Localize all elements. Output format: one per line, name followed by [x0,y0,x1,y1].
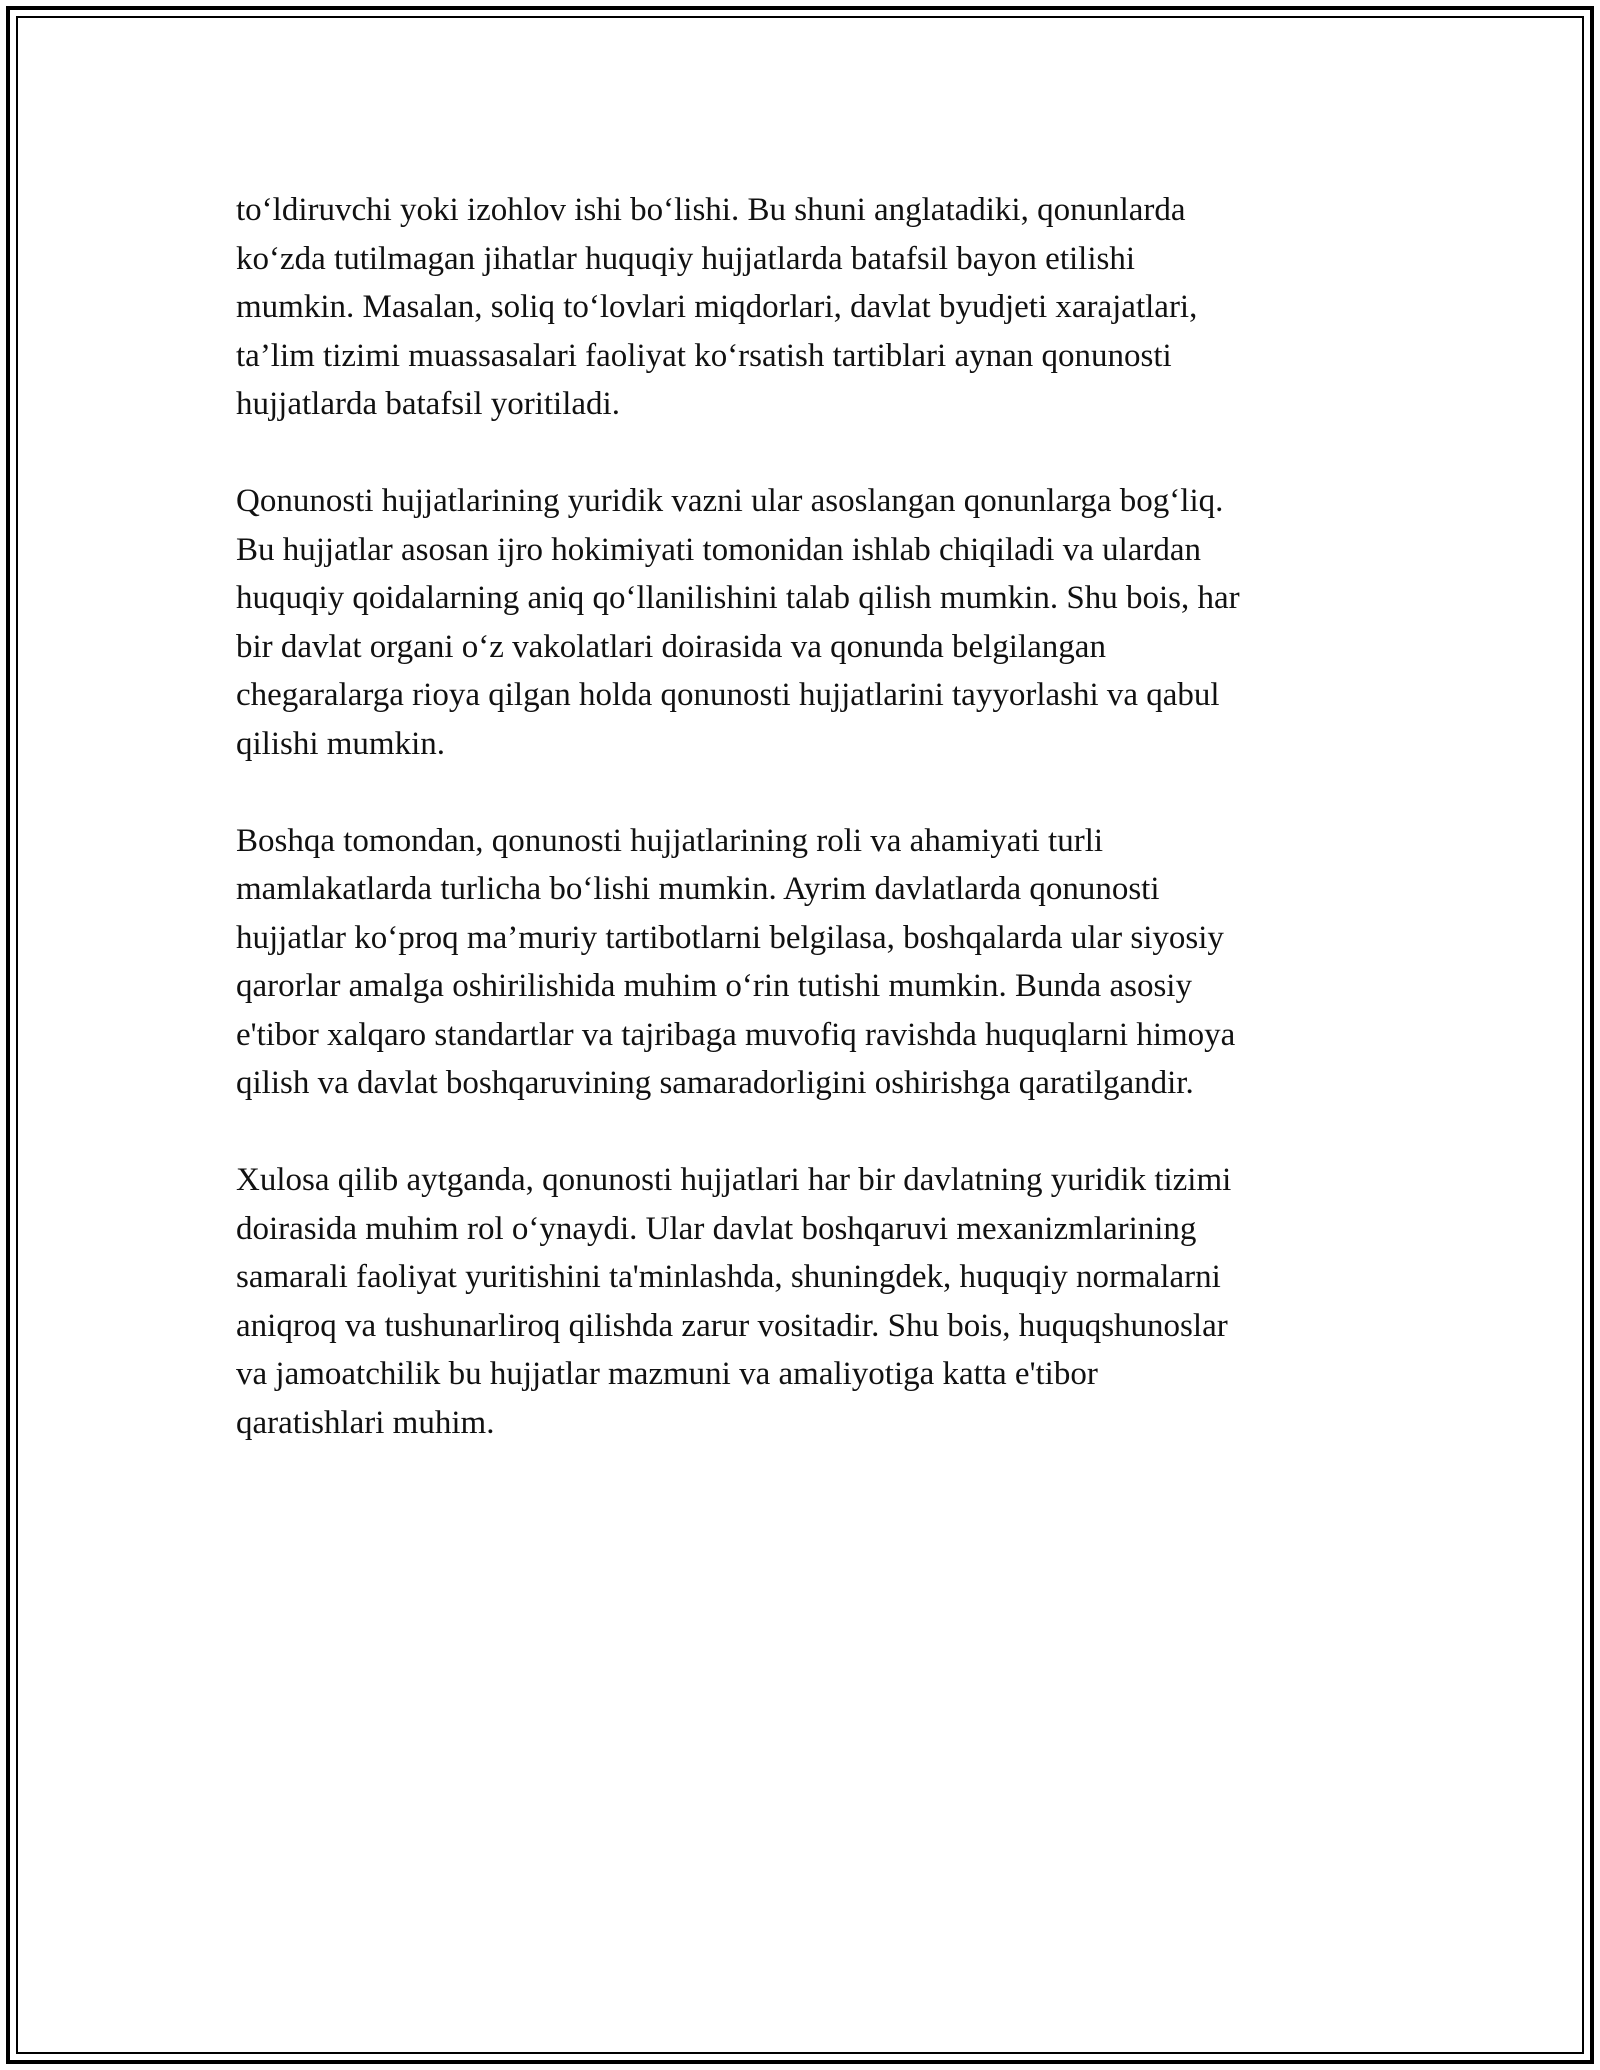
text-line: chegaralarga rioya qilgan holda qonunosti hujjatlarini tayyorlashi va qabul [236,677,1220,713]
text-line: Qonunosti hujjatlarining yuridik vazni ular asoslangan qonunlarga bog‘liq. [236,483,1224,519]
text-line: qilish va davlat boshqaruvining samaradorligini oshirishga qaratilgandir. [236,1065,1194,1101]
text-line: qaratishlari muhim. [236,1404,495,1441]
text-line: va jamoatchilik bu hujjatlar mazmuni va amaliyotiga katta e'tibor [236,1356,1098,1392]
paragraph-3 [236,817,1366,1108]
text-line: to‘ldiruvchi yoki izohlov ishi bo‘lishi. Bu shuni anglatadiki, qonunlarda [236,192,1186,228]
document-body [236,186,1366,1496]
text-line: qilishi mumkin. [236,725,446,762]
text-line: doirasida muhim rol o‘ynaydi. Ular davlat boshqaruvi mexanizmlarining [236,1210,1197,1247]
text-line: e'tibor xalqaro standartlar va tajribaga muvofiq ravishda huquqlarni himoya [236,1016,1236,1053]
text-line: samarali faoliyat yuritishini ta'minlashda, shuningdek, huquqiy normalarni [236,1259,1221,1295]
paragraph-1 [236,186,1366,429]
text-line: aniqroq va tushunarliroq qilishda zarur vositadir. Shu bois, huquqshunoslar [236,1307,1228,1344]
paragraph-2 [236,477,1366,768]
text-line: Boshqa tomondan, qonunosti hujjatlarining roli va ahamiyati turli [236,822,1104,859]
text-line: hujjatlarda batafsil yoritiladi. [236,386,620,422]
paragraph-4 [236,1156,1366,1447]
text-line: huquqiy qoidalarning aniq qo‘llanilishini talab qilish mumkin. Shu bois, har [236,580,1240,616]
text-line: Xulosa qilib aytganda, qonunosti hujjatlari har bir davlatning yuridik tizimi [236,1162,1232,1198]
text-line: qarorlar amalga oshirilishida muhim o‘rin tutishi mumkin. Bunda asosiy [236,968,1192,1004]
text-line: ko‘zda tutilmagan jihatlar huquqiy hujjatlarda batafsil bayon etilishi [236,240,1136,277]
text-line: mamlakatlarda turlicha bo‘lishi mumkin. Ayrim davlatlarda qonunosti [236,871,1160,907]
text-line: Bu hujjatlar asosan ijro hokimiyati tomonidan ishlab chiqiladi va ulardan [236,531,1202,568]
text-line: bir davlat organi o‘z vakolatlari doirasida va qonunda belgilangan [236,628,1106,665]
text-line: ta’lim tizimi muassasalari faoliyat ko‘rsatish tartiblari aynan qonunosti [236,337,1172,374]
text-line: mumkin. Masalan, soliq to‘lovlari miqdorlari, davlat byudjeti xarajatlari, [236,289,1198,325]
text-line: hujjatlar ko‘proq ma’muriy tartibotlarni belgilasa, boshqalarda ular siyosiy [236,919,1224,956]
